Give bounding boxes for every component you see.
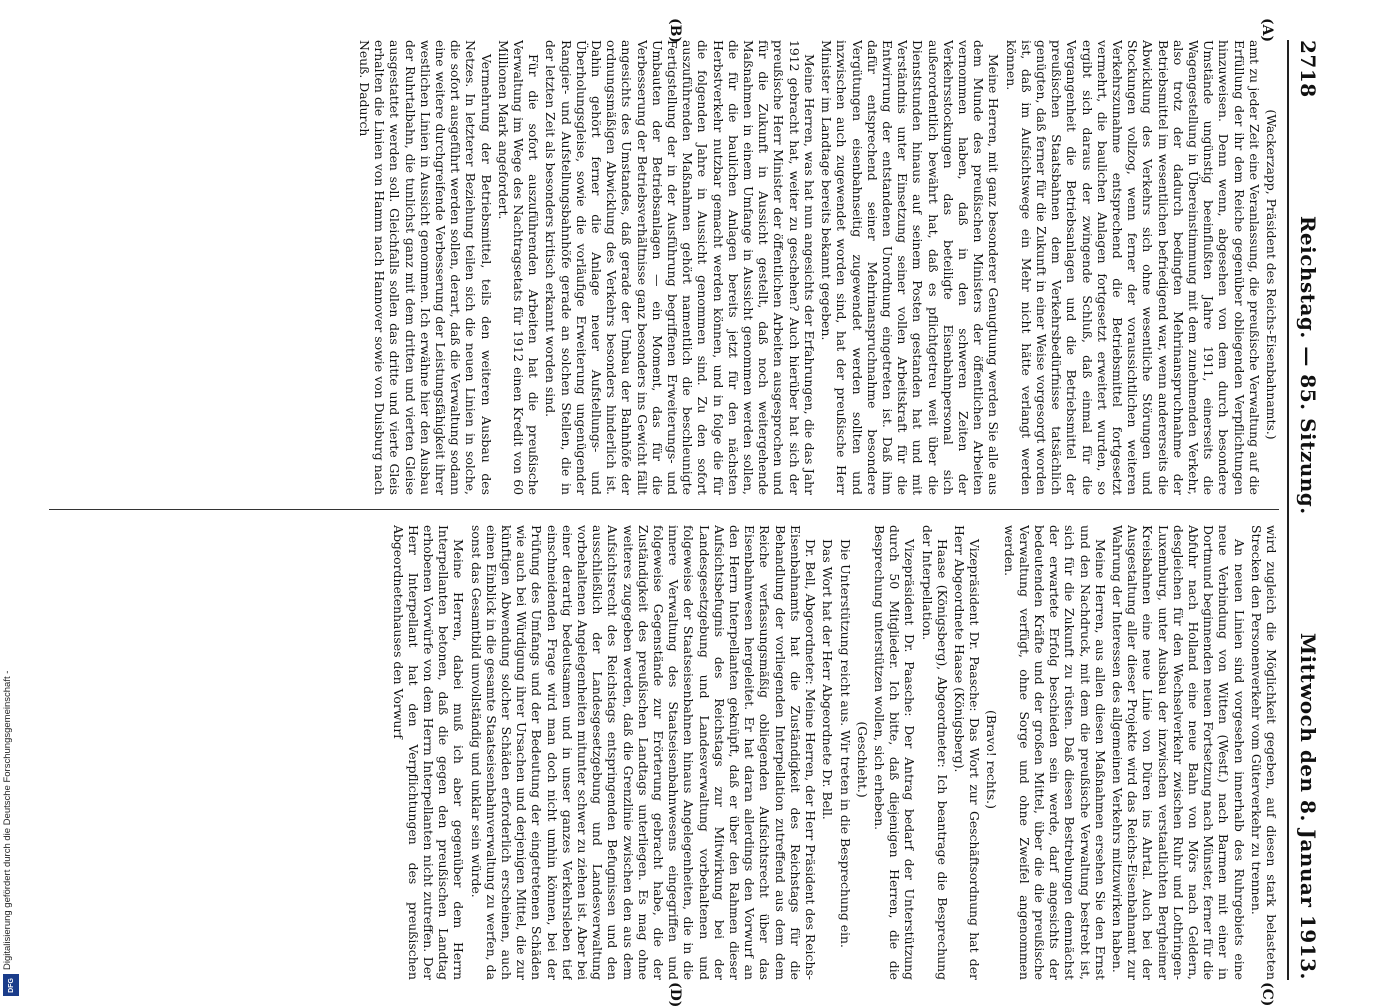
dfg-logo: DFG <box>3 974 19 996</box>
speaker-note: (Wackerzapp, Präsident des Reichs-Eisenbahnamts.) <box>1264 109 1279 440</box>
margin-marker-b: (B) <box>667 18 683 44</box>
paragraph: Meine Herren, aus allen diesen Maßnahmen ersehen Sie den Ernst und den Nachdruck, mit dem die preußische Verwaltung bestrebt ist, sich für die Zukunft zu rüsten. Daß diesen Bestrebungen demnächst der erwartete Erfolg beschieden sein werde, darf angesichts der bedeutenden Kräfte und der großen Mittel, über die die preußische Verwaltung verfügt, ohne Sorge und ohne Zweifel angenommen werden. <box>1001 525 1108 980</box>
paragraph: Meine Herren, mit ganz besonderer Genugtuung werden Sie alle aus dem Munde des preußischen Ministers der öffentlichen Arbeiten vernommen haben, daß in den schweren Zeiten der Verkehrsstockungen das beteiligte Eisenbahnpersonal sich außerordentlich bewährt hat, daß es pflichtgetreu weit über die Dienststunden hinaus auf seinem Posten gestanden hat und mit Verständnis unter Einsetzung seiner vollen Arbeitskraft für die Entwirrung der entstandenen Unordnung eingetreten ist. Daß ihm dafür entsprechend seiner Mehrinanspruchnahme besondere Vergütungen eisenbahnseitig zugewendet werden sollten und inzwischen auch zugewendet worden sind, hat der preußische Herr Minister im Landtage bereits bekannt gegeben. <box>819 40 1002 495</box>
paragraph: Dr. Bell, Abgeordneter: Meine Herren, der Herr Präsident des Reichs-Eisenbahnamts hat die Zuständigkeit des Reichstags für die Behandlung der vorliegenden Interpellation zutreffend aus dem dem Reiche verfassungsmäßig obliegenden Aufsichtsrecht über das Eisenbahnwesen hergeleitet. Er hat daran allerdings den Vorwurf an den Herrn Interpellanten geknüpft, daß er über den Rahmen dieser Aufsichtsbefugnis des Reichstags zur Mitwirkung bei der Landesgesetzgebung und Landesverwaltung vorbehaltenen und folgeweise der Staatseisenbahnen hinaus Angelegenheiten, die in die innere Verwaltung des Staatseisenbahnwesens eingegriffen und folgeweise Gegenstände zur Erörterung gebracht habe, die der Zuständigkeit des preußischen Landtags unterliegen. Es mag ohne weiteres zugegeben werden, daß die Grenzlinie zwischen den aus dem Aufsichtsrecht des Reichstags entspringenden Befugnissen und den ausschließlich der Landesgesetzgebung und Landesverwaltung vorbehaltenen Angelegenheiten mitunter schwer zu ziehen ist. Aber bei einer derartig bedeutsamen und in unser ganzes Verkehrsleben tief einschneidenden Frage wird man doch nicht umhin können, bei der Prüfung des Umfangs und der Bedeutung der eingetretenen Schäden wie auch bei Würdigung ihrer Ursachen und derjenigen Mittel, die zur künftigen Abwendung solcher Schäden erforderlich erscheinen, auch einen Einblick in die gesamte Staatseisenbahnverwaltung zu werfen, da sonst das Gesamtbild unvollständig und unklar sein würde. <box>468 525 819 980</box>
running-title: Reichstag. — 85. Sitzung. <box>1296 215 1320 515</box>
paragraph: Das Wort hat der Herr Abgeordnete Dr. Bell. <box>820 539 836 820</box>
action-note: (Geschieht.) <box>854 721 870 798</box>
paragraph: Vizepräsident Dr. Paasche: Das Wort zur Geschäftsordnung hat der Herr Abgeordnete Haase (Königsberg). <box>951 525 983 980</box>
paragraph: Haase (Königsberg), Abgeordneter: Ich beantrage die Besprechung der Interpellation. <box>919 525 950 980</box>
session-date: Mittwoch den 8. Januar 1913. <box>1296 632 1320 980</box>
left-column <box>49 40 1279 495</box>
margin-marker-d: (D) <box>667 982 683 1007</box>
column-divider <box>49 509 1279 510</box>
margin-marker-a: (A) <box>1259 18 1275 43</box>
paragraph: Meine Herren, was hat nun angesichts der Erfahrungen, die das Jahr 1912 gebracht hat, weiter zu geschehen? Auch hierüber hat sich der preußische Herr Minister der öffentlichen Arbeiten ausgesprochen und für die Zukunft in Aussicht gestellt, daß noch weitergehende Maßnahmen in einem Umfange in Aussicht genommen werden sollen, die für die baulichen Anlagen bereits jetzt für den nächsten Herbstverkehr nutzbar gemacht werden können, und in folge die für die folgenden Jahre in Aussicht genommen sind. Zu den sofort auszuführenden Maßnahmen gehört namentlich die beschleunigte Fertigstellung der in der Ausführung begriffenen Erweiterungs- und Umbauten der Betriebsanlagen — ein Moment, das für die Verbesserung der Betriebsverhältnisse ganz besonders ins Gewicht fällt angesichts des Umstandes, daß gerade der Umbau der Bahnhöfe der ordnungsmäßigen Abwicklung des Verkehrs besonders hinderlich ist. Dahin gehört ferner die Anlage neuer Aufstellungs- und Überholungsgleise, sowie die vorläufige Erweiterung ungenügender Rangier- und Aufstellungsbahnhöfe gerade an solchen Stellen, die in der letzten Zeit als besonders kritisch erkannt worden sind. <box>543 40 817 495</box>
paragraph: amt zu jeder Zeit eine Veranlassung, die preußische Verwaltung auf die Erfüllung der ihr dem Reiche gegenüber obliegenden Verpflichtungen hinzuweisen. Denn wenn, abgesehen von dem durch besondere Umstände ungünstig beeinflußten Jahre 1911, einerseits die Wagengestellung in Übereinstimmung mit dem zunehmenden Verkehr, also trotz der dadurch bedingten Mehrinanspruchnahme der Betriebsmittel im wesentlichen befriedigend war, wenn andererseits die Abwicklung des Verkehrs sich ohne wesentliche Störungen und Stockungen vollzog, wenn ferner der voraussichtlichen weiteren Verkehrszunahme entsprechend die Betriebsmittel fortgesetzt vermehrt, die baulichen Anlagen fortgesetzt erweitert wurden, so ergibt sich daraus der zwingende Schluß, daß einmal für die Vergangenheit die Betriebsanlagen und die Betriebsmittel der preußischen Staatsbahnen dem Verkehrsbedürfnisse tatsächlich genügten, daß ferner für die Zukunft in einer Weise vorgesorgt worden ist, daß im Aufsichtswege ein Mehr nicht hätte verlangt werden können. <box>1003 40 1262 495</box>
paragraph: Vizepräsident Dr. Paasche: Der Antrag bedarf der Unterstützung durch 50 Mitglieder. Ich bitte, daß diejenigen Herren, die die Besprechung unterstützen wollen, sich erheben. <box>871 525 918 980</box>
funding-note: Digitalisierung gefördert durch die Deutsche Forschungsgemeinschaft - <box>2 670 13 970</box>
paragraph: Für die sofort auszuführenden Arbeiten hat die preußische Verwaltung im Wege des Nachtragsetats für 1912 einen Kredit von 60 Millionen Mark angefordert. <box>495 40 542 495</box>
paragraph: Meine Herren, dabei muß ich aber gegenüber dem Herrn Interpellanten betonen, daß die gegen den preußischen Landtag erhobenen Vorwürfe von dem Herrn Interpellanten nicht zutreffen. Der Herr Interpellant hat den Verpflichtungen des preußischen Abgeordnetenhauses den Vorwurf <box>390 525 467 980</box>
header-rule <box>1287 40 1289 980</box>
document-page <box>33 18 1323 1007</box>
paragraph: Vermehrung der Betriebsmittel, teils den weiteren Ausbau des Netzes. In letzterer Beziehung teilen sich die neuen Linien in solche, die sofort ausgeführt werden sollen, derart, daß die Verwaltung sodann eine weitere durchgreifende Verbesserung der Leistungsfähigkeit ihrer westlichen Linien in Aussicht genommen. Ich erwähne hier den Ausbau der Ruhrtalbahn, die tunlichst ganz mit dem dritten und vierten Gleise ausgestattet werden soll. Gleichfalls sollen das dritte und vierte Gleis erhalten die Linien von Hamm nach Hannover sowie von Duisburg nach Neuß. Dadurch <box>357 40 494 495</box>
right-column <box>49 525 1279 980</box>
page-number: 2718 <box>1296 40 1320 98</box>
page-header <box>1293 40 1323 980</box>
applause-note: (Bravo! rechts.) <box>984 710 1000 809</box>
paragraph: An neuen Linien sind vorgesehen innerhalb des Ruhrgebiets eine neue Verbindung von Witten (Westf.) nach Barmen mit einer in Dortmund beginnenden neuen Fortsetzung nach Münster, ferner für die Abfuhr nach Holland eine neue Bahn von Mörs nach Geldern, desgleichen für den Wechselverkehr zwischen Ruhr und Lothringen-Luxemburg, unter Ausbau der inzwischen verstaatlichten Bergheimer Kreisbahnen eine neue Linie von Düren ins Ahrtal. Auch bei der Ausgestaltung aller dieser Projekte wird das Reichs-Eisenbahnamt zur Wahrung der Interessen des allgemeinen Verkehrs mitzuwirken haben. <box>1109 525 1247 980</box>
margin-marker-c: (C) <box>1259 982 1275 1007</box>
paragraph: wird zugleich die Möglichkeit gegeben, auf diesen stark belasteten Strecken den Personenverkehr vom Güterverkehr zu trennen. <box>1248 525 1279 980</box>
paragraph: Die Unterstützung reicht aus. Wir treten in die Besprechung ein. <box>837 539 853 948</box>
